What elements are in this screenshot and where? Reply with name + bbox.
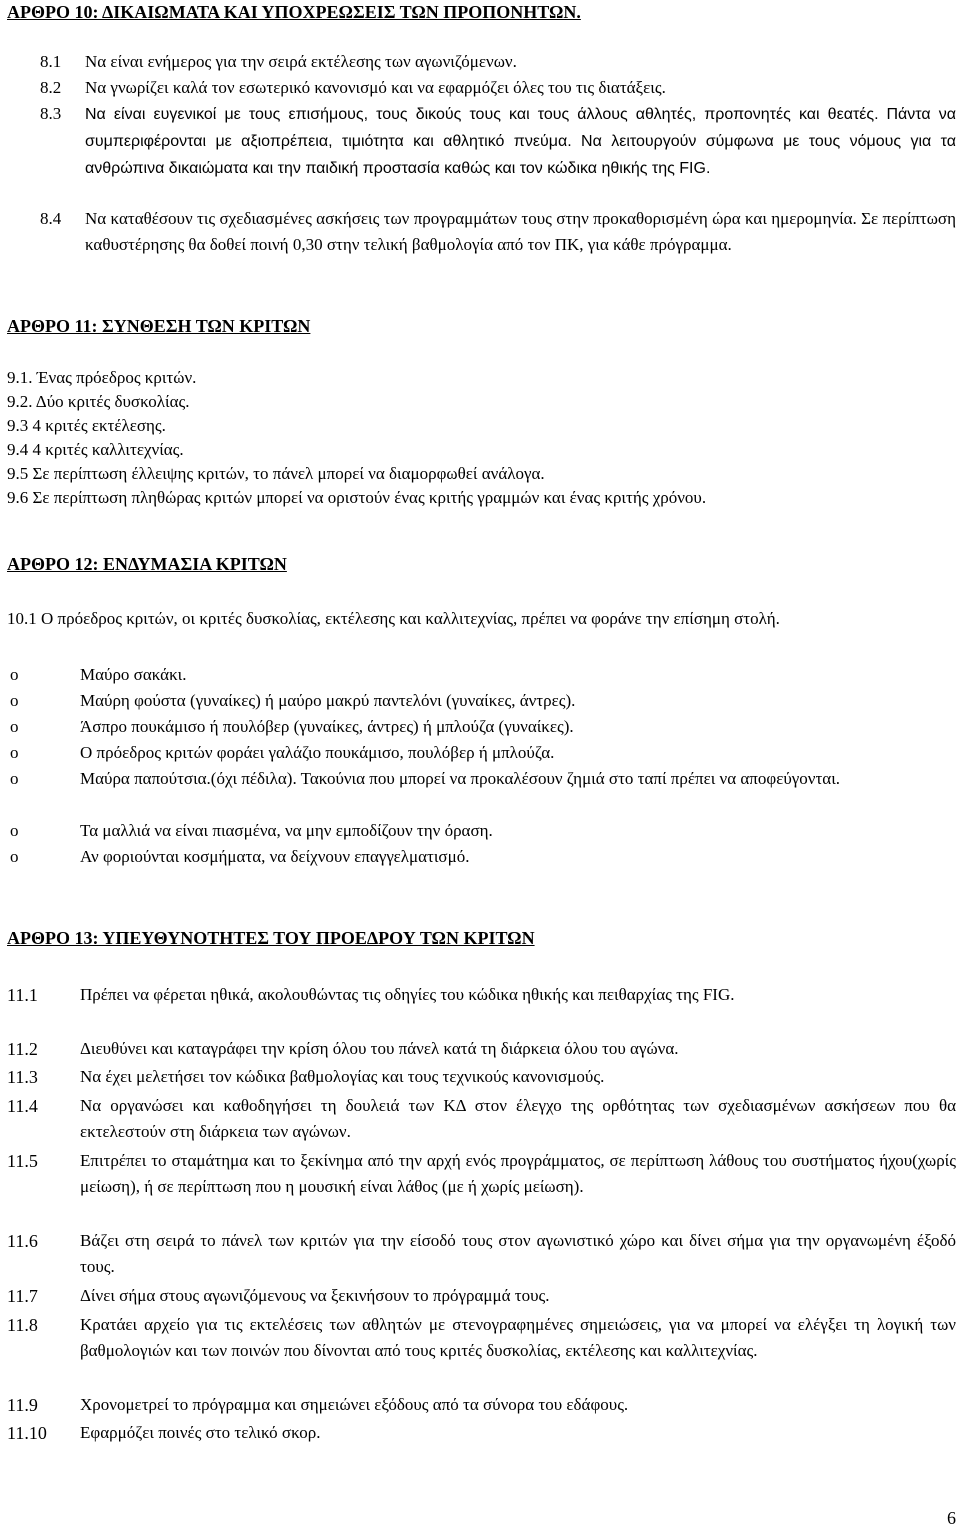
item-text: Εφαρμόζει ποινές στο τελικό σκορ. bbox=[80, 1423, 321, 1442]
item-number: 11.4 bbox=[7, 1096, 38, 1116]
item-text: Χρονομετρεί το πρόγραμμα και σημειώνει εξόδους από τα σύνορα του εδάφους. bbox=[80, 1395, 629, 1414]
item-number: 8.3 bbox=[40, 104, 62, 123]
list-item bbox=[7, 1093, 956, 1145]
item-text: Να έχει μελετήσει τον κώδικα βαθμολογίας και τους τεχνικούς κανονισμούς. bbox=[80, 1067, 605, 1086]
list-item bbox=[7, 1283, 956, 1309]
bullet-circle-icon: o bbox=[10, 743, 19, 762]
item-text: Διευθύνει και καταγράφει την κρίση όλου του πάνελ κατά τη διάρκεια όλου του αγώνα. bbox=[80, 1039, 679, 1058]
item-number: 11.3 bbox=[7, 1067, 38, 1087]
article-10-heading: ΑΡΘΡΟ 10: ΔΙΚΑΙΩΜΑΤΑ ΚΑΙ ΥΠΟΧΡΕΩΣΕΙΣ ΤΩΝ ΠΡΟΠΟΝΗΤΩΝ. bbox=[7, 2, 581, 22]
page-number: 6 bbox=[947, 1508, 956, 1528]
list-item bbox=[40, 206, 956, 258]
bullet-circle-icon: o bbox=[10, 847, 19, 866]
item-text: Να καταθέσουν τις σχεδιασμένες ασκήσεις των προγραμμάτων τους στην προκαθορισμένη ώρα και ημερομηνία. Σε περίπτωση καθυστέρησης θα δοθεί ποινή 0,30 στην τελική βαθμολογία από τον ΠΚ, για κάθε πρόγραμμα. bbox=[85, 209, 956, 254]
article-12-intro: 10.1 Ο πρόεδρος κριτών, οι κριτές δυσκολίας, εκτέλεσης και καλλιτεχνίας, πρέπει να φοράνε την επίσημη στολή. bbox=[7, 609, 780, 628]
list-item bbox=[7, 1064, 956, 1090]
article-12-heading: ΑΡΘΡΟ 12: ΕΝΔΥΜΑΣΙΑ ΚΡΙΤΩΝ bbox=[7, 554, 287, 574]
list-item bbox=[7, 982, 956, 1008]
item-text: Δίνει σήμα στους αγωνιζόμενους να ξεκινήσουν το πρόγραμμά τους. bbox=[80, 1286, 550, 1305]
list-item bbox=[7, 1420, 956, 1446]
bullet-item: o Τα μαλλιά να είναι πιασμένα, να μην εμποδίζουν την όραση. bbox=[10, 818, 956, 844]
item-text: Κρατάει αρχείο για τις εκτελέσεις των αθλητών με στενογραφημένες σημειώσεις, για να μπορεί να ελέγξει τη λογική των βαθμολογιών και των ποινών που δίνονται από τους κριτές δυσκολίας, εκτέλεσης και καλλιτεχνίας. bbox=[80, 1315, 956, 1360]
item-number: 11.10 bbox=[7, 1423, 47, 1443]
item-text: Να γνωρίζει καλά τον εσωτερικό κανονισμό και να εφαρμόζει όλες του τις διατάξεις. bbox=[85, 78, 666, 97]
article-11-heading: ΑΡΘΡΟ 11: ΣΥΝΘΕΣΗ ΤΩΝ ΚΡΙΤΩΝ bbox=[7, 316, 311, 336]
list-item bbox=[7, 1036, 956, 1062]
list-item: 9.2. Δύο κριτές δυσκολίας. bbox=[7, 392, 190, 411]
list-item: 9.5 Σε περίπτωση έλλειψης κριτών, το πάνελ μπορεί να διαμορφωθεί ανάλογα. bbox=[7, 464, 545, 483]
item-text: Πρέπει να φέρεται ηθικά, ακολουθώντας τις οδηγίες του κώδικα ηθικής και πειθαρχίας της FIG. bbox=[80, 985, 735, 1004]
list-item: 9.3 4 κριτές εκτέλεσης. bbox=[7, 416, 166, 435]
bullet-item: o Μαύρο σακάκι. bbox=[10, 662, 956, 688]
bullet-item: o Αν φοριούνται κοσμήματα, να δείχνουν επαγγελματισμό. bbox=[10, 844, 956, 870]
item-text: Επιτρέπει το σταμάτημα και το ξεκίνημα από την αρχή ενός προγράμματος, σε περίπτωση λάθους του συστήματος ήχου(χωρίς μείωση), ή σε περίπτωση που η μουσική είναι λάθος (με ή χωρίς μείωση). bbox=[80, 1151, 956, 1196]
bullet-item: o Μαύρη φούστα (γυναίκες) ή μαύρο μακρύ παντελόνι (γυναίκες, άντρες). bbox=[10, 688, 956, 714]
item-number: 11.1 bbox=[7, 985, 38, 1005]
list-item bbox=[40, 101, 956, 182]
item-number: 11.7 bbox=[7, 1286, 38, 1306]
item-number: 11.8 bbox=[7, 1315, 38, 1335]
item-text: Να είναι ενήμερος για την σειρά εκτέλεσης των αγωνιζόμενων. bbox=[85, 52, 517, 71]
item-text-continued: Πάντα να συμπεριφέρονται με αξιοπρέπεια, τιμιότητα και αθλητικό πνεύμα. Να λειτουργούν σύμφωνα με τους νόμους για τα ανθρώπινα δικαιώματα και την παιδική προστασία καθώς και τον κώδικα ηθικής της FIG. bbox=[85, 106, 957, 177]
list-item bbox=[7, 1312, 956, 1364]
bullet-circle-icon: o bbox=[10, 691, 19, 710]
item-number: 8.1 bbox=[40, 52, 62, 71]
list-item bbox=[40, 49, 956, 75]
item-number: 11.5 bbox=[7, 1151, 38, 1171]
bullet-circle-icon: o bbox=[10, 717, 19, 736]
item-number: 11.6 bbox=[7, 1231, 38, 1251]
list-item bbox=[7, 1228, 956, 1280]
list-item: 9.4 4 κριτές καλλιτεχνίας. bbox=[7, 440, 184, 459]
item-number: 11.9 bbox=[7, 1395, 38, 1415]
item-number: 11.2 bbox=[7, 1039, 38, 1059]
item-number: 8.4 bbox=[40, 209, 62, 228]
bullet-item: o Ο πρόεδρος κριτών φοράει γαλάζιο πουκάμισο, πουλόβερ ή μπλούζα. bbox=[10, 740, 956, 766]
bullet-circle-icon: o bbox=[10, 821, 19, 840]
item-text: Βάζει στη σειρά το πάνελ των κριτών για την είσοδό τους στον αγωνιστικό χώρο και δίνει σήμα για την οργανωμένη έξοδό τους. bbox=[80, 1231, 956, 1276]
bullet-item: o Άσπρο πουκάμισο ή πουλόβερ (γυναίκες, άντρες) ή μπλούζα (γυναίκες). bbox=[10, 714, 956, 740]
bullet-circle-icon: o bbox=[10, 665, 19, 684]
article-13-heading: ΑΡΘΡΟ 13: ΥΠΕΥΘΥΝΟΤΗΤΕΣ ΤΟΥ ΠΡΟΕΔΡΟΥ ΤΩΝ ΚΡΙΤΩΝ bbox=[7, 928, 535, 948]
list-item bbox=[7, 1148, 956, 1200]
item-number: 8.2 bbox=[40, 78, 62, 97]
list-item: 9.1. Ένας πρόεδρος κριτών. bbox=[7, 368, 197, 387]
bullet-circle-icon: o bbox=[10, 769, 19, 788]
item-text: Να οργανώσει και καθοδηγήσει τη δουλειά των ΚΔ στον έλεγχο της ορθότητας των σχεδιασμένων ασκήσεων που θα εκτελεστούν στη διάρκεια των αγώνων. bbox=[80, 1096, 956, 1141]
list-item: 9.6 Σε περίπτωση πληθώρας κριτών μπορεί να οριστούν ένας κριτής γραμμών και ένας κριτής χρόνου. bbox=[7, 488, 707, 507]
bullet-item: o Μαύρα παπούτσια.(όχι πέδιλα). Τακούνια που μπορεί να προκαλέσουν ζημιά στο ταπί πρέπει να αποφεύγονται. bbox=[10, 766, 956, 792]
item-text: Να είναι ευγενικοί με τους επισήμους, τους δικούς τους και τους άλλους αθλητές, προπονητές και θεατές. bbox=[85, 106, 879, 123]
list-item bbox=[7, 1392, 956, 1418]
list-item bbox=[40, 75, 956, 101]
